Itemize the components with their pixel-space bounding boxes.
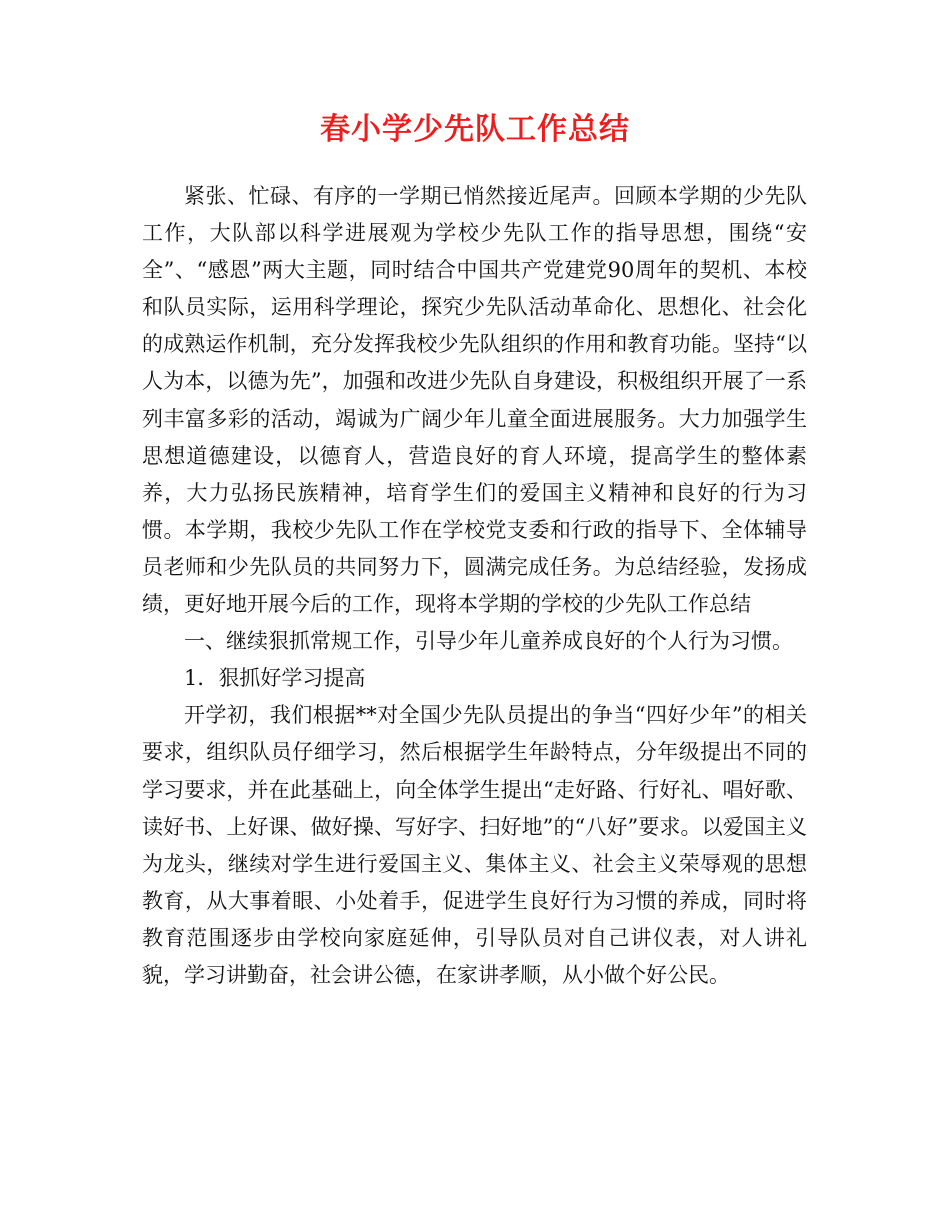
document-title: 春小学少先队工作总结 bbox=[320, 112, 630, 147]
section-heading-1: 一、继续狠抓常规工作，引导少年儿童养成良好的个人行为习惯。 bbox=[184, 629, 793, 654]
paragraph-intro: 紧张、忙碌、有序的一学期已悄然接近尾声。回顾本学期的少先队工作，大队部以科学进展观为学校少先队工作的指导思想，围绕“安全”、“感恩”两大主题，同时结合中国共产党建党90周年的契机、本校和队员实际，运用科学理论，探究少先队活动革命化、思想化、社会化的成熟运作机制，充分发挥我校少先队组织的作用和教育功能。坚持“以人为本，以德为先”，加强和改进少先队自身建设，积极组织开展了一系列丰富多彩的活动，竭诚为广阔少年儿童全面进展服务。大力加强学生思想道德建设，以德育人，营造良好的育人环境，提高学生的整体素养，大力弘扬民族精神，培育学生们的爱国主义精神和良好的行为习惯。本学期，我校少先队工作在学校党支委和行政的指导下、全体辅导员老师和少先队员的共同努力下，圆满完成任务。为总结经验，发扬成绩，更好地开展今后的工作，现将本学期的学校的少先队工作总结 bbox=[142, 184, 807, 617]
document-body bbox=[142, 178, 807, 994]
subsection-heading-1: 1．狠抓好学习提高 bbox=[184, 666, 366, 691]
paragraph-study: 开学初，我们根据**对全国少先队员提出的争当“四好少年”的相关要求，组织队员仔细学习，然后根据学生年龄特点，分年级提出不同的学习要求，并在此基础上，向全体学生提出“走好路、行好礼、唱好歌、读好书、上好课、做好操、写好字、扫好地”的“八好”要求。以爱国主义为龙头，继续对学生进行爱国主义、集体主义、社会主义荣辱观的思想教育，从大事着眼、小处着手，促进学生良好行为习惯的养成，同时将教育范围逐步由学校向家庭延伸，引导队员对自己讲仪表，对人讲礼貌，学习讲勤奋，社会讲公德，在家讲孝顺，从小做个好公民。 bbox=[142, 703, 807, 987]
